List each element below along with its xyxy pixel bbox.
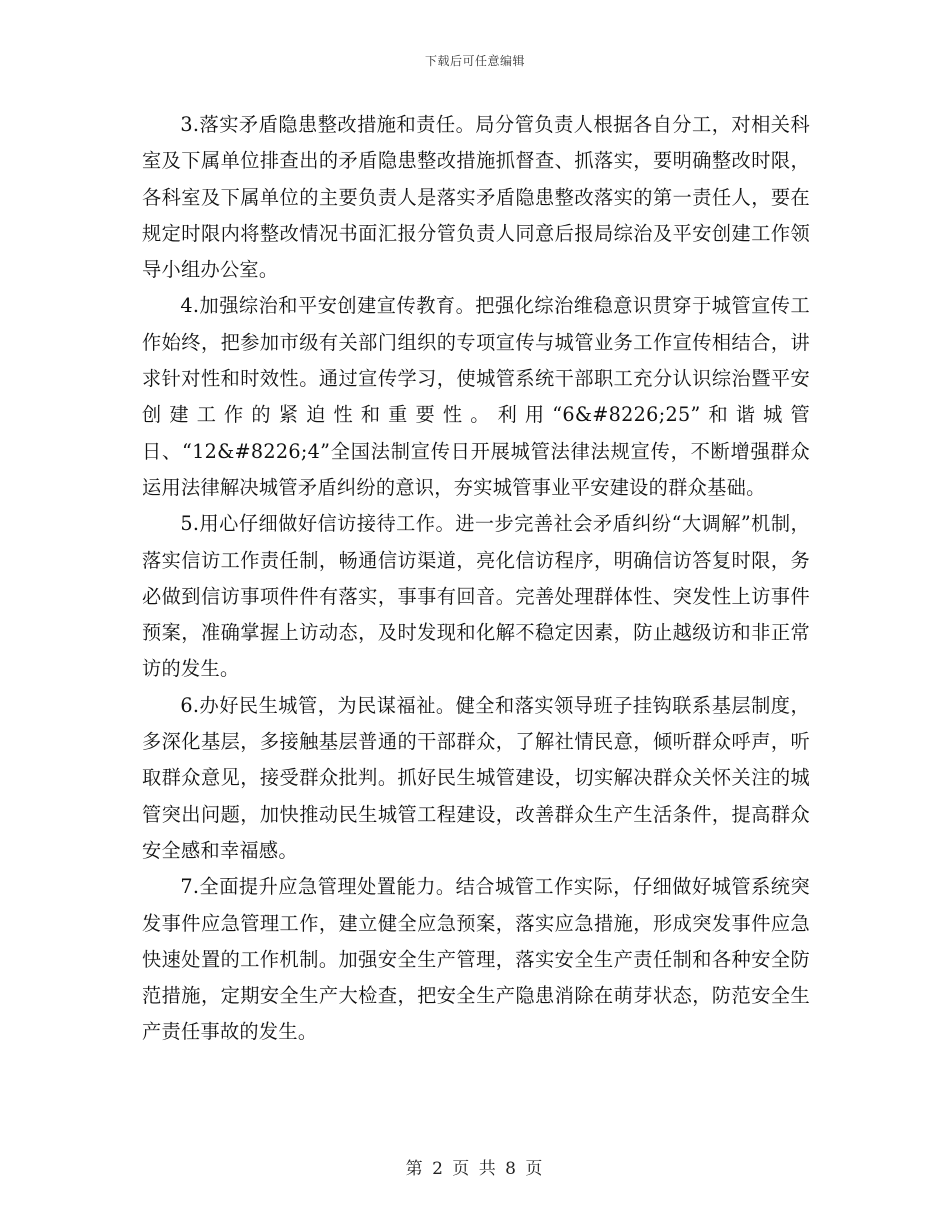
paragraph-3: 3.落实矛盾隐患整改措施和责任。局分管负责人根据各自分工，对相关科室及下属单位排查出的矛盾隐患整改措施抓督查、抓落实，要明确整改时限，各科室及下属单位的主要负责人是落实矛盾隐患整改落实的第一责任人，要在规定时限内将整改情况书面汇报分管负责人同意后报局综治及平安创建工作领导小组办公室。 <box>142 113 810 282</box>
document-body <box>142 107 810 1051</box>
page-number-footer: 第 2 页 共 8 页 <box>405 1159 545 1179</box>
paragraph-6: 6.办好民生城管，为民谋福祉。健全和落实领导班子挂钩联系基层制度，多深化基层，多接触基层普通的干部群众，了解社情民意，倾听群众呼声，听取群众意见，接受群众批判。抓好民生城管建设，切实解决群众关怀关注的城管突出问题，加快推动民生城管工程建设，改善群众生产生活条件，提高群众安全感和幸福感。 <box>142 693 810 862</box>
paragraph-4: 4.加强综治和平安创建宣传教育。把强化综治维稳意识贯穿于城管宣传工作始终，把参加市级有关部门组织的专项宣传与城管业务工作宣传相结合，讲求针对性和时效性。通过宣传学习，使城管系统干部职工充分认识综治暨平安创建工作的紧迫性和重要性。利用“6&#8226;25”和谐城管日、“12&#8226;4”全国法制宣传日开展城管法律法规宣传，不断增强群众运用法律解决城管矛盾纠纷的意识，夯实城管事业平安建设的群众基础。 <box>142 294 810 499</box>
paragraph-5: 5.用心仔细做好信访接待工作。进一步完善社会矛盾纠纷“大调解”机制，落实信访工作责任制，畅通信访渠道，亮化信访程序，明确信访答复时限，务必做到信访事项件件有落实，事事有回音。完善处理群体性、突发性上访事件预案，准确掌握上访动态，及时发现和化解不稳定因素，防止越级访和非正常访的发生。 <box>142 512 810 681</box>
paragraph-7: 7.全面提升应急管理处置能力。结合城管工作实际，仔细做好城管系统突发事件应急管理工作，建立健全应急预案，落实应急措施，形成突发事件应急快速处置的工作机制。加强安全生产管理，落实安全生产责任制和各种安全防范措施，定期安全生产大检查，把安全生产隐患消除在萌芽状态，防范安全生产责任事故的发生。 <box>142 875 810 1044</box>
page-header-note: 下载后可任意编辑 <box>424 54 525 68</box>
